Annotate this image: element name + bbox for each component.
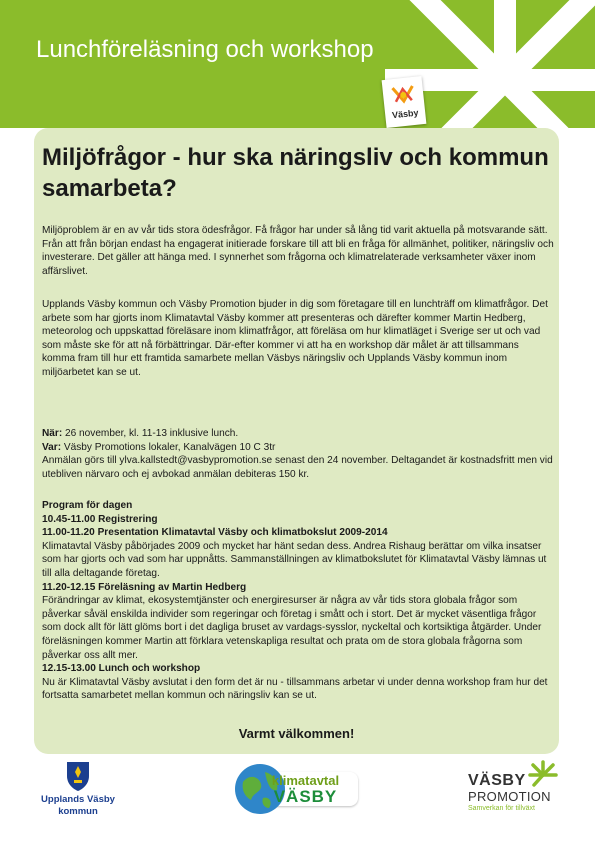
where-label: Var: [42,441,62,453]
header-title: Lunchföreläsning och workshop [36,36,374,63]
program-item-title: 11.20-12.15 Föreläsning av Martin Hedberg [42,581,247,593]
vasby-promotion-line1: VÄSBY [468,772,526,789]
intro-paragraph-1: Miljöproblem är en av vår tids stora ödesfrågor. Få frågor har under så lång tid varit aktuella på motsvarande sätt. Från att från början endast ha engagerat initierade forskare till att bli en fråga för allmänhet, politiker, näringsliv och investerare. Det gäller att hänga med. I synnerhet som frågorna och klimatrelaterade verksamheter växer inom affärslivet. [42,225,554,277]
header-band [0,0,595,128]
program-item-title: 11.00-11.20 Presentation Klimatavtal Väsby och klimatbokslut 2009-2014 [42,527,388,539]
welcome-text: Varmt välkommen! [238,726,355,741]
vasby-promotion-line2: PROMOTION [468,789,551,804]
klimatavtal-line1: klimatavtal [271,773,340,788]
signup-text: Anmälan görs till ylva.kallstedt@vasbypromotion.se senast den 24 november. Deltagandet är kostnadsfritt men vid utebliven närvaro och ej avbokad anmälan debiteras 150 kr. [42,455,553,480]
vasby-promotion-logo [468,760,568,820]
program-item-text: Förändringar av klimat, ekosystemtjänster och energiresurser är några av vår tids stora globala frågor som påverkar såväl enskilda individer som regeringar och företag i smått och i stort. Det är mycket väsentliga frågor som dock allt för lätt glöms bort i det dagliga bruset av vardags-sysslor, nyckeltal och kortsiktiga åtgärder. Under föreläsningen kommer Martin att förklara vetenskapliga resultat och prata om de stora globala frågorna som påverkar oss allt mer. [42,595,542,661]
upplands-vasby-line2: kommun [58,806,98,817]
program-item-text: Nu är Klimatavtal Väsby avslutat i den form det är nu - tillsammans arbetar vi under denna workshop fram hur det fortsatta samarbetet mellan kommun och näringsliv kan se ut. [42,676,548,702]
coat-of-arms-icon [65,758,91,792]
event-details [42,427,554,481]
intro-paragraph-2: Upplands Väsby kommun och Väsby Promotion bjuder in dig som företagare till en lunchträff om klimatfrågor. Det arbete som har gjorts inom Klimatavtal Väsby kommer att presenteras och därefter kommer Martin Hedberg, meteorolog och uppskattad föreläsare inom klimatfrågor, att föreläsa om hur klimatläget i Sverige ser ut och vad som måste ske för att nå förbättringar. Där-efter kommer vi att ha en workshop där målet är att tillsammans komma fram till hur ett framtida samarbete mellan Väsbys näringsliv och Upplands Väsby kommun inom miljöarbetet kan se ut. [42,299,548,378]
program-item-text: Klimatavtal Väsby påbörjades 2009 och mycket har hänt sedan dess. Andrea Rishaug berättar om vilka insatser som har gjorts och vad som har uppnåtts. Sammanställningen av klimatbokslutet för Klimatavtal Väsby lämnas ut till alla deltagande företag. [42,540,547,579]
where-value: Väsby Promotions lokaler, Kanalvägen 10 C 3tr [61,441,276,453]
promotion-star-icon [528,760,558,790]
vasby-logo [382,76,427,128]
vasby-promotion-tagline: Samverkan för tillväxt [468,805,535,812]
program-heading: Program för dagen [42,500,133,511]
when-label: När: [42,428,63,439]
klimatavtal-line2: VÄSBY [273,787,338,806]
program-item-title: 12.15-13.00 Lunch och workshop [42,663,201,675]
upplands-vasby-logo [38,758,118,830]
program-section [42,499,554,703]
klimatavtal-vasby-logo [233,762,358,816]
when-value: 26 november, kl. 11-13 inklusive lunch. [62,428,239,439]
upplands-vasby-line1: Upplands Väsby [41,794,115,805]
vasby-logo-icon [388,80,419,111]
program-item-title: 10.45-11.00 Registrering [42,513,158,525]
headline: Miljöfrågor - hur ska näringsliv och kommun samarbeta? [42,144,549,202]
vasby-logo-text: Väsby [391,107,419,121]
